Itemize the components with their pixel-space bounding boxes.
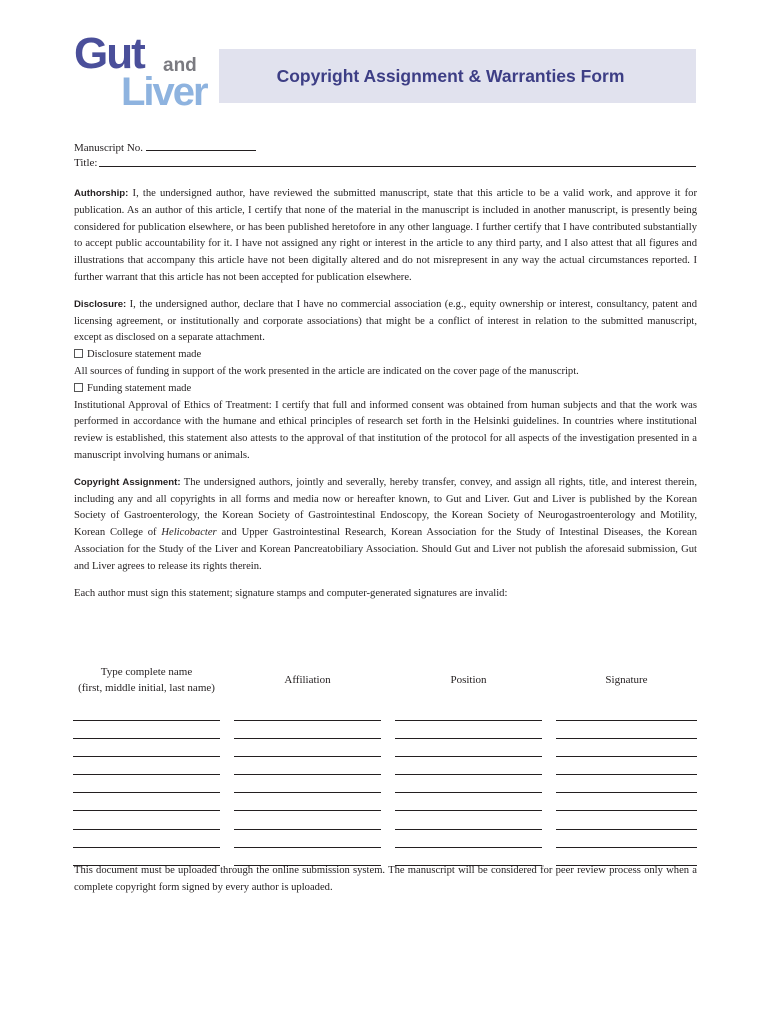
manuscript-title-label: Title: (74, 157, 98, 169)
disclosure-text: I, the undersigned author, declare that I have no commercial association (e.g., equity ownership or interest, consultancy, patent and licensing agreement, or institutionally and corporate associations) that might be a conflict of interest in relation to the submitted manuscript, except as disclosed on a separate attachment. (74, 298, 697, 344)
name-line[interactable] (73, 830, 220, 848)
name-line[interactable] (73, 793, 220, 811)
name-line[interactable] (73, 721, 220, 739)
signature-table-header (73, 657, 697, 703)
table-row[interactable] (73, 757, 697, 775)
table-row[interactable] (73, 739, 697, 757)
name-line[interactable] (73, 703, 220, 721)
position-line[interactable] (395, 703, 542, 721)
logo-gut-text: Gut (74, 29, 144, 78)
form-title-banner (219, 49, 696, 103)
affiliation-line[interactable] (234, 703, 381, 721)
disclosure-checkbox[interactable] (74, 349, 83, 358)
position-line[interactable] (395, 739, 542, 757)
manuscript-number-field[interactable] (74, 140, 256, 155)
position-line[interactable] (395, 775, 542, 793)
affiliation-line[interactable] (234, 739, 381, 757)
signature-line[interactable] (556, 739, 697, 757)
position-line[interactable] (395, 830, 542, 848)
name-line[interactable] (73, 757, 220, 775)
manuscript-title-field[interactable] (74, 156, 696, 170)
authorship-text: I, the undersigned author, have reviewed the submitted manuscript, state that this article to be a valid work, and approve it for publication. As an author of this article, I certify that none of the material in the manuscript is included in another manuscript, is presently being considered for publication elsewhere, or has been published heretofore in any other language. I further certify that I have contributed substantially to accept public accountability for it. I have not assigned any right or interest in the article to any third party, and I also attest that all figures and illustrations that accompany this article have not been digitally altered and do not misrepresent in any way the actual circumstances reported. I further warrant that this article has not been accepted for publication elsewhere. (74, 188, 697, 283)
signature-line[interactable] (556, 775, 697, 793)
position-line[interactable] (395, 757, 542, 775)
ethics-paragraph: Institutional Approval of Ethics of Treatment: I certify that full and informed consent was obtained from human subjects and that the work was performed in accordance with the humane and ethical principles of research set forth in the Helsinki guidelines. In countries where institutional review is established, this statement also attests to the approval of that institution of the protocol for all aspects of the investigation presented in a manuscript involving humans or animals. (74, 399, 697, 461)
table-row[interactable] (73, 703, 697, 721)
footer-note: This document must be uploaded through the online submission system. The manuscript will be considered for peer review process only when a complete copyright form signed by every author is uploaded. (74, 864, 697, 893)
disclosure-label: Disclosure: (74, 298, 127, 310)
name-line[interactable] (73, 812, 220, 830)
name-line[interactable] (73, 775, 220, 793)
manuscript-number-line[interactable] (146, 140, 256, 151)
col-name-header: Type complete name (first, middle initial, last name) (78, 666, 215, 694)
logo-and-text: and (163, 55, 197, 76)
funding-checkbox-label: Funding statement made (87, 382, 192, 394)
copyright-text-a: The undersigned authors, jointly and severally, hereby transfer, convey, and assign all rights, title, and interest therein, including any and all copyrights in all forms and media now or hereafter known, to Gut and Liver. Gut and Liver is published by the Korean Society of Gastroenterology, the Korean Society of Gastrointestinal Endoscopy, the Korean Society of Neurogastroenterology and Motility, Korean College of (74, 476, 697, 539)
disclosure-checkbox-row[interactable] (74, 347, 697, 364)
affiliation-line[interactable] (234, 812, 381, 830)
authorship-paragraph (74, 186, 697, 287)
position-line[interactable] (395, 793, 542, 811)
signature-line[interactable] (556, 703, 697, 721)
affiliation-line[interactable] (234, 721, 381, 739)
table-row[interactable] (73, 721, 697, 739)
affiliation-line[interactable] (234, 793, 381, 811)
journal-logo (74, 29, 207, 114)
sign-note: Each author must sign this statement; signature stamps and computer-generated signatures are invalid: (74, 587, 508, 599)
table-row[interactable] (73, 793, 697, 811)
signature-line[interactable] (556, 757, 697, 775)
table-row[interactable] (73, 830, 697, 848)
logo-liver-text: Liver (121, 70, 207, 114)
form-body (74, 186, 697, 602)
affiliation-line[interactable] (234, 757, 381, 775)
funding-paragraph: All sources of funding in support of the work presented in the article are indicated on the cover page of the manuscript. (74, 365, 579, 377)
affiliation-line[interactable] (234, 775, 381, 793)
disclosure-paragraph (74, 297, 697, 347)
copyright-label: Copyright Assignment: (74, 476, 181, 488)
copyright-paragraph (74, 475, 697, 576)
authorship-label: Authorship: (74, 188, 129, 199)
copyright-text-b: and Upper Gastrointestinal Research, Korean Association for the Study of Intestinal Diseases, the Korean Association for the Study of the Liver and Korean Pancreatobiliary Association. Should Gut and Liver not publish the aforesaid submission, Gut and Liver agrees to release its rights therein. (74, 527, 697, 572)
signature-line[interactable] (556, 812, 697, 830)
table-row[interactable] (73, 812, 697, 830)
form-title: Copyright Assignment & Warranties Form (276, 65, 625, 86)
table-row[interactable] (73, 775, 697, 793)
col-position-header: Position (450, 674, 487, 686)
signature-line[interactable] (556, 830, 697, 848)
funding-checkbox[interactable] (74, 383, 83, 392)
manuscript-number-label: Manuscript No. (74, 142, 144, 154)
position-line[interactable] (395, 812, 542, 830)
signature-line[interactable] (556, 793, 697, 811)
col-signature-header: Signature (605, 674, 648, 686)
name-line[interactable] (73, 739, 220, 757)
col-affiliation-header: Affiliation (284, 674, 331, 686)
signature-line[interactable] (556, 721, 697, 739)
copyright-italic: Helicobacter (161, 527, 217, 539)
manuscript-title-line[interactable] (99, 156, 696, 167)
affiliation-line[interactable] (234, 830, 381, 848)
signature-table (73, 657, 697, 866)
position-line[interactable] (395, 721, 542, 739)
funding-checkbox-row[interactable] (74, 381, 697, 398)
disclosure-checkbox-label: Disclosure statement made (87, 349, 202, 361)
